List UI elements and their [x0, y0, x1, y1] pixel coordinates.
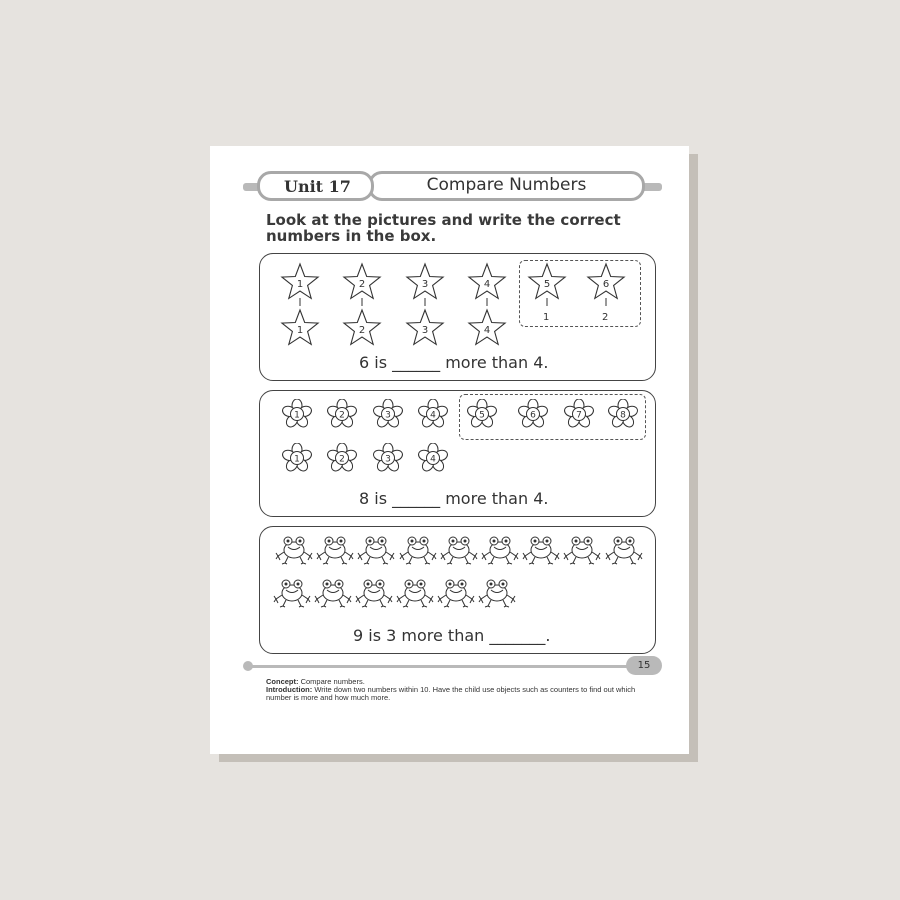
flower-icon — [281, 443, 313, 473]
extra-count-label: 1 — [543, 312, 550, 323]
frog-icon — [605, 533, 643, 565]
flower-icon — [607, 399, 639, 429]
star-icon — [405, 308, 445, 354]
instruction-text: Look at the pictures and write the correct numbers in the box. — [266, 211, 621, 245]
flower-icon — [466, 399, 498, 429]
flower-icon — [326, 443, 358, 473]
svg-text:4: 4 — [430, 410, 436, 421]
footer-dot — [243, 661, 253, 671]
svg-text:4: 4 — [483, 279, 491, 290]
question-sentence-2: 8 is ______ more than 4. — [359, 489, 549, 508]
flower-icon — [372, 443, 404, 473]
flower-icon — [326, 399, 358, 429]
svg-text:4: 4 — [430, 454, 436, 465]
flower-icon — [281, 399, 313, 429]
svg-text:1: 1 — [294, 454, 300, 465]
question-sentence-3: 9 is 3 more than _______. — [353, 626, 551, 645]
question-sentence-1: 6 is ______ more than 4. — [359, 353, 549, 372]
svg-text:8: 8 — [620, 410, 626, 421]
introduction-note — [266, 686, 652, 702]
svg-text:5: 5 — [479, 410, 485, 421]
flower-icon — [417, 443, 449, 473]
teacher-notes — [266, 678, 652, 702]
star-icon — [342, 262, 382, 308]
star-icon — [342, 308, 382, 354]
svg-text:3: 3 — [421, 325, 429, 336]
frog-icon — [440, 533, 478, 565]
svg-text:5: 5 — [543, 279, 551, 290]
flower-icon — [563, 399, 595, 429]
frog-icon — [355, 576, 393, 608]
svg-text:2: 2 — [339, 410, 345, 421]
star-icon — [586, 262, 626, 308]
frog-icon — [396, 576, 434, 608]
frog-icon — [522, 533, 560, 565]
svg-text:4: 4 — [483, 325, 491, 336]
frog-icon — [357, 533, 395, 565]
star-icon — [467, 308, 507, 354]
svg-text:1: 1 — [294, 410, 300, 421]
star-icon — [527, 262, 567, 308]
page-title: Compare Numbers — [426, 175, 587, 195]
svg-text:2: 2 — [358, 279, 366, 290]
unit-label: Unit 17 — [284, 177, 351, 196]
frog-icon — [563, 533, 601, 565]
svg-text:1: 1 — [296, 325, 304, 336]
frog-icon — [399, 533, 437, 565]
frog-icon — [314, 576, 352, 608]
svg-text:2: 2 — [358, 325, 366, 336]
flower-icon — [517, 399, 549, 429]
svg-text:3: 3 — [421, 279, 429, 290]
svg-text:3: 3 — [385, 454, 391, 465]
svg-text:2: 2 — [339, 454, 345, 465]
intro-label: Introduction: — [266, 685, 313, 694]
concept-text: Compare numbers. — [298, 677, 365, 686]
flower-icon — [372, 399, 404, 429]
frog-icon — [481, 533, 519, 565]
intro-text: Write down two numbers within 10. Have the child use objects such as counters to find out which number is more and how much more. — [266, 685, 636, 702]
frog-icon — [316, 533, 354, 565]
extra-count-label: 2 — [602, 312, 609, 323]
page-number-badge: 15 — [626, 656, 662, 675]
frog-icon — [437, 576, 475, 608]
concept-label: Concept: — [266, 677, 299, 686]
flower-icon — [417, 399, 449, 429]
svg-text:6: 6 — [530, 410, 536, 421]
star-icon — [280, 308, 320, 354]
frog-icon — [273, 576, 311, 608]
frog-icon — [275, 533, 313, 565]
svg-text:1: 1 — [296, 279, 304, 290]
star-icon — [467, 262, 507, 308]
svg-text:7: 7 — [576, 410, 582, 421]
svg-text:3: 3 — [385, 410, 391, 421]
star-icon — [405, 262, 445, 308]
star-icon — [280, 262, 320, 308]
frog-icon — [478, 576, 516, 608]
footer-line — [246, 665, 630, 668]
svg-text:6: 6 — [602, 279, 610, 290]
